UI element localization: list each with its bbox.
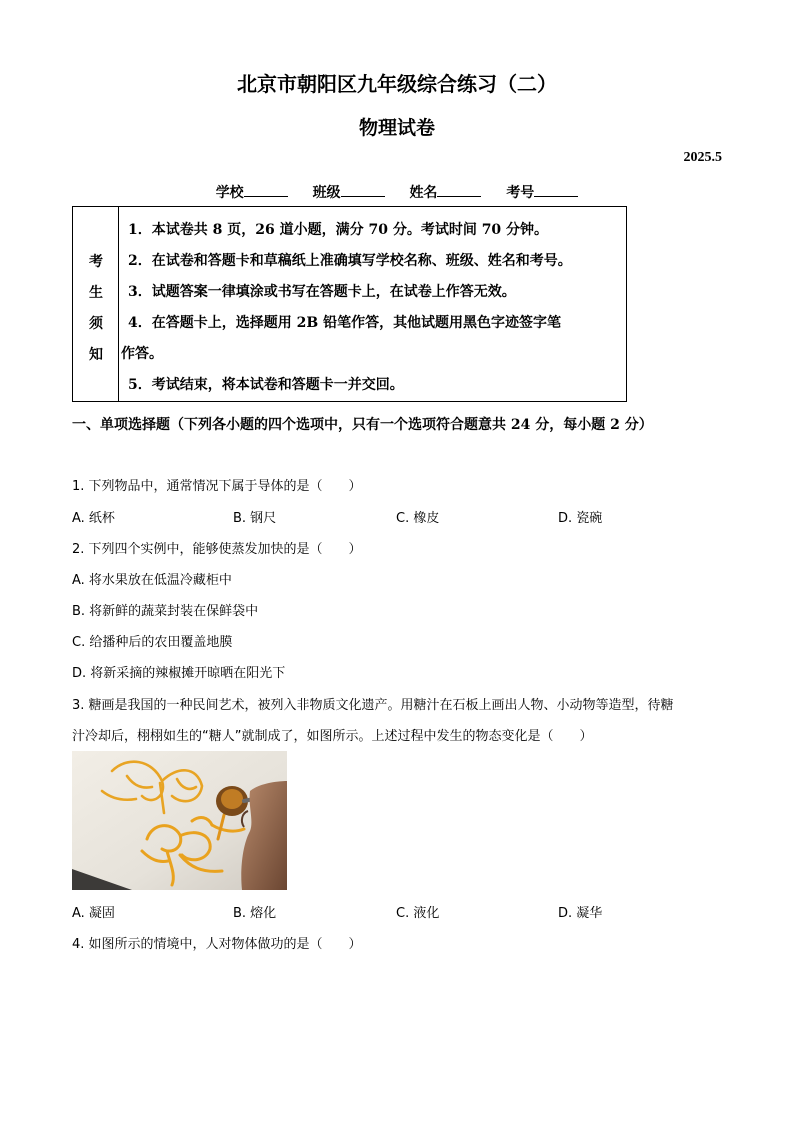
notice-line: 4．在答题卡上，选择题用 2B 铅笔作答，其他试题用黑色字迹签字笔 xyxy=(128,315,562,331)
q1-option-a[interactable]: A. 纸杯 xyxy=(72,511,115,526)
q1-option-c[interactable]: C. 橡皮 xyxy=(396,511,440,526)
q1-option-b[interactable]: B. 钢尺 xyxy=(233,511,277,526)
question-3-stem-line2: 汁冷却后，栩栩如生的“糖人”就制成了，如图所示。上述过程中发生的物态变化是（ ） xyxy=(72,729,593,744)
q2-option-c[interactable]: C. 给播种后的农田覆盖地膜 xyxy=(72,635,233,650)
notice-line: 1．本试卷共 8 页，26 道小题，满分 70 分。考试时间 70 分钟。 xyxy=(128,222,549,238)
student-info-fields xyxy=(0,182,794,202)
class-field[interactable]: 班级 xyxy=(313,185,385,201)
question-1-stem: 1. 下列物品中，通常情况下属于导体的是（ ） xyxy=(72,479,362,494)
notice-side-label xyxy=(73,207,119,401)
question-4-stem: 4. 如图所示的情境中，人对物体做功的是（ ） xyxy=(72,937,362,952)
q1-option-d[interactable]: D. 瓷碗 xyxy=(558,511,603,526)
notice-line: 3．试题答案一律填涂或书写在答题卡上，在试卷上作答无效。 xyxy=(128,284,516,300)
q2-option-b[interactable]: B. 将新鲜的蔬菜封装在保鲜袋中 xyxy=(72,604,259,619)
q3-option-b[interactable]: B. 熔化 xyxy=(233,906,277,921)
school-field[interactable]: 学校 xyxy=(216,185,288,201)
exam-subtitle: 物理试卷 xyxy=(358,117,435,139)
notice-char: 知 xyxy=(89,347,103,363)
q2-option-d[interactable]: D. 将新采摘的辣椒摊开晾晒在阳光下 xyxy=(72,666,286,681)
notice-line: 作答。 xyxy=(121,346,163,362)
exam-number-field[interactable]: 考号 xyxy=(506,185,578,201)
q3-option-d[interactable]: D. 凝华 xyxy=(558,906,603,921)
q3-option-a[interactable]: A. 凝固 xyxy=(72,906,115,921)
question-3-stem-line1: 3. 糖画是我国的一种民间艺术，被列入非物质文化遗产。用糖汁在石板上画出人物、小动物等造型，待糖 xyxy=(72,698,674,713)
notice-char: 生 xyxy=(89,285,103,301)
exam-title: 北京市朝阳区九年级综合练习（二） xyxy=(237,72,557,96)
question-2-stem: 2. 下列四个实例中，能够使蒸发加快的是（ ） xyxy=(72,542,362,557)
notice-box xyxy=(72,206,627,402)
sugar-painting-photo xyxy=(72,751,287,890)
notice-char: 须 xyxy=(89,316,103,332)
notice-line: 2．在试卷和答题卡和草稿纸上准确填写学校名称、班级、姓名和考号。 xyxy=(128,253,572,269)
q2-option-a[interactable]: A. 将水果放在低温冷藏柜中 xyxy=(72,573,232,588)
q3-option-c[interactable]: C. 液化 xyxy=(396,906,440,921)
notice-line: 5．考试结束，将本试卷和答题卡一并交回。 xyxy=(128,377,404,393)
name-field[interactable]: 姓名 xyxy=(409,185,481,201)
notice-char: 考 xyxy=(89,254,103,270)
exam-date: 2025.5 xyxy=(683,150,722,165)
section-heading: 一、单项选择题（下列各小题的四个选项中，只有一个选项符合题意共 24 分，每小题 2 分） xyxy=(72,417,653,433)
